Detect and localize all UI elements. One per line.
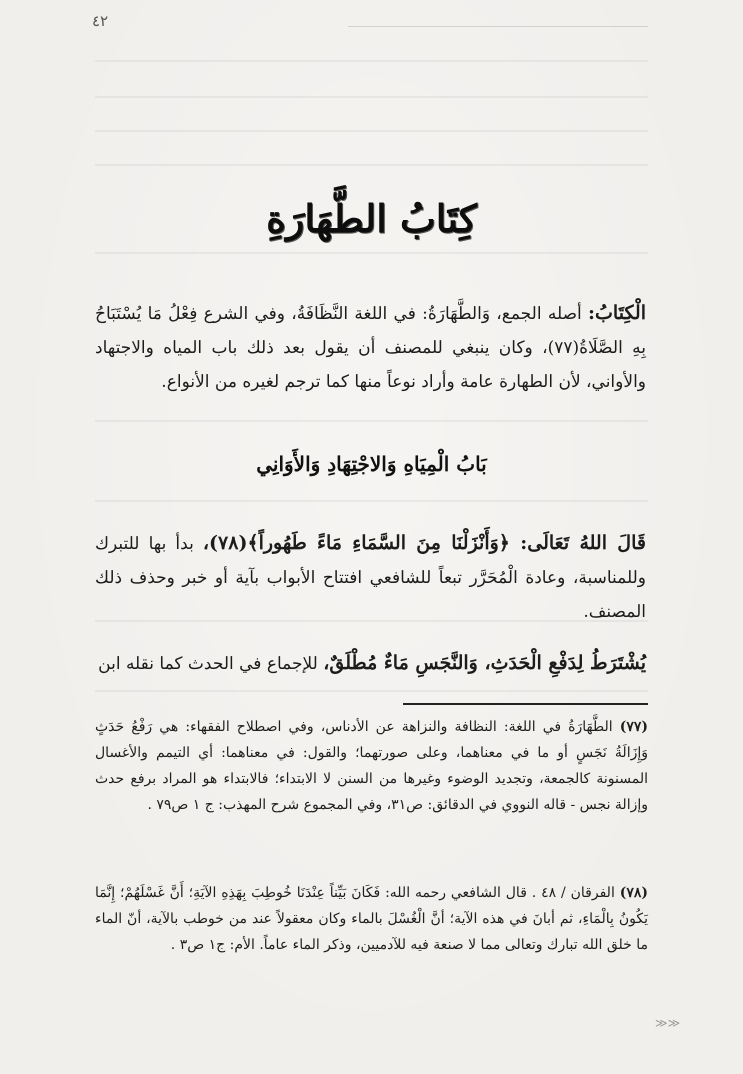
paragraph-text: للإجماع في الحدث كما نقله ابن	[98, 654, 318, 674]
footnote-text: الطَّهَارَةُ في اللغة: النظافة والنزاهة عن الأدناس، وفي اصطلاح الفقهاء: هي رَفْعُ حَدَثٍ وَإِزَالَةُ نَجَسٍ أو ما في معناهما، وعلى صورتهما؛ والقول: في معناهما: أي التيمم والأغسال المسنونة كالجمعة، وتجديد الوضوء وغيرها من السنن لا الابتداء؛ فالابتداء هو المراد برفع حدث وإزالة نجس - قاله النووي في الدقائق: ص٣١، وفي المجموع شرح المهذب: ج ١ ص٧٩ .	[95, 719, 648, 813]
running-head	[348, 10, 648, 27]
bleed-through-line	[95, 60, 648, 62]
paragraph-lead: قَالَ اللهُ تَعَالَى: ﴿وَأَنْزَلْنَا مِنَ السَّمَاءِ مَاءً طَهُوراً﴾(٧٨)،	[202, 532, 646, 554]
footnote-78	[95, 880, 648, 958]
paragraph-lead: يُشْتَرَطُ لِدَفْعِ الْحَدَثِ، وَالنَّجَسِ مَاءٌ مُطْلَقٌ،	[323, 652, 646, 674]
footnote-ref: (٧٨)	[619, 885, 649, 901]
footnote-separator	[403, 703, 648, 705]
bleed-through-line	[95, 252, 648, 254]
bleed-through-line	[95, 96, 648, 98]
chapter-title: كِتَابُ الطَّهَارَةِ	[266, 196, 477, 241]
corner-marks: ≫≫	[655, 1016, 681, 1030]
bleed-through-line	[95, 130, 648, 132]
bleed-through-line	[95, 164, 648, 166]
footnote-ref: (٧٧)	[619, 719, 648, 735]
footnote-text: الفرقان / ٤٨ . قال الشافعي رحمه الله: فَكَانَ بَيِّناً عِنْدَنَا خُوطِبَ بِهَذِهِ الآيَةِ؛ أَنَّ غَسْلَهُمْ؛ إِنَّمَا يَكُونُ بِالْمَاءِ، ثم أبانَ في هذه الآية؛ أنَّ الْغُسْلَ بالماء وكان معقولاً عند من خوطب بالآية، أنّ الماء ما خلق الله تبارك وتعالى مما لا صنعة فيه للآدميين، وذكر الماء عاماً. الأم: ج١ ص٣ .	[95, 885, 648, 953]
bleed-through-line	[95, 500, 648, 502]
bleed-through-line	[95, 690, 648, 692]
paragraph-lead: الْكِتَابُ:	[588, 302, 646, 324]
paragraph-condition	[95, 646, 646, 681]
section-heading: بَابُ الْمِيَاهِ وَالاجْتِهَادِ وَالأَوَانِي	[256, 452, 487, 476]
paragraph-verse	[95, 526, 646, 629]
paragraph-kitab	[95, 296, 646, 399]
paragraph-text: أصله الجمع، وَالطَّهَارَةُ: في اللغة النَّظَافَةُ، وفي الشرع فِعْلُ مَا يُسْتَبَاحُ بِهِ الصَّلَاةُ(٧٧)، وكان ينبغي للمصنف أن يقول بعد ذلك باب المياه والاجتهاد والأواني، لأن الطهارة عامة وأراد نوعاً منها كما ترجم لغيره من الأنواع.	[95, 304, 646, 392]
bleed-through-line	[95, 420, 648, 422]
page-number: ٤٢	[92, 12, 109, 30]
footnote-77	[95, 714, 648, 818]
paragraph-text: بدأ بها للتبرك وللمناسبة، وعادة الْمُحَرَّر تبعاً للشافعي افتتاح الأبواب بآية أو خبر وحذف ذلك المصنف.	[95, 534, 646, 622]
